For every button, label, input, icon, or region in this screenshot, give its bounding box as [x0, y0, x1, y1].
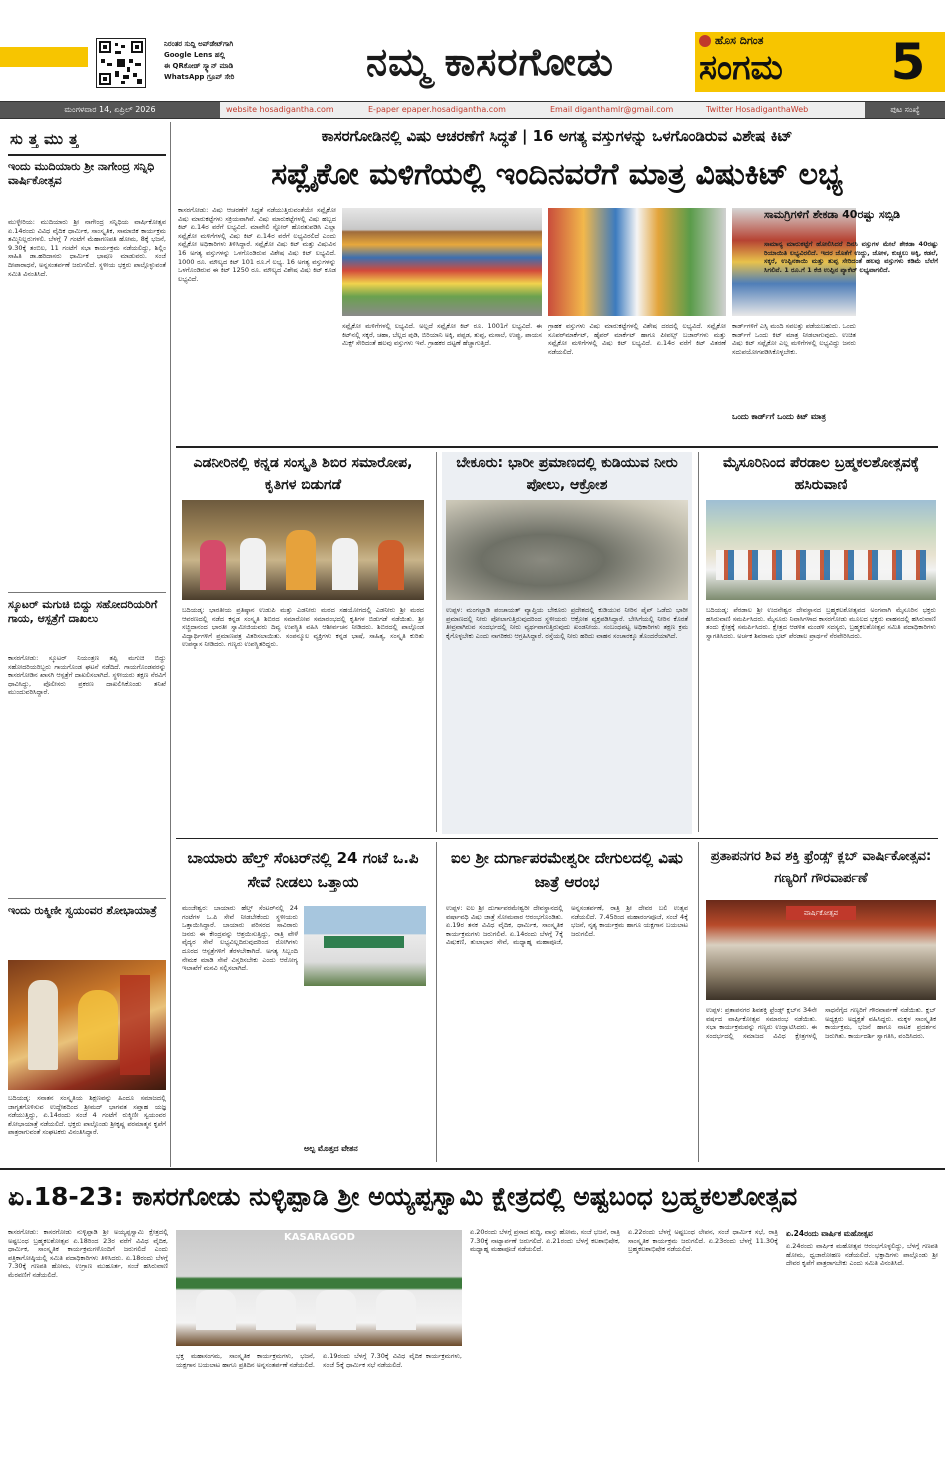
- procession-photo: [8, 960, 166, 1090]
- sidebar-logo: [8, 128, 166, 156]
- qr-line: WhatsApp ಗ್ರೂಪ್ ಸೇರಿ: [164, 73, 235, 81]
- info-bar: [0, 101, 945, 119]
- story-bekur-body: ಉಪ್ಪಳ: ಮಂಗಲ್ಪಾಡಿ ಪಂಚಾಯತ್ ವ್ಯಾಪ್ತಿಯ ಬೇಕೂರು ಪ್ರದೇಶದಲ್ಲಿ ಕುಡಿಯುವ ನೀರಿನ ಪೈಪ್ ಒಡೆದು ಭಾರೀ ಪ್ರಮಾಣದಲ್ಲಿ ನೀರು ಪೋಲಾಗುತ್ತಿರುವುದರಿಂದ ಸ್ಥಳೀಯರು ಆಕ್ರೋಶ ವ್ಯಕ್ತಪಡಿಸಿದ್ದಾರೆ. ಬೇಸಿಗೆಯಲ್ಲಿ ನೀರಿನ ಕೊರತೆ ತೀವ್ರವಾಗಿರುವ ಸಂದರ್ಭದಲ್ಲಿ ನೀರು ವ್ಯರ್ಥವಾಗುತ್ತಿರುವುದು ಖಂಡನೀಯ. ಸಂಬಂಧಪಟ್ಟ ಅಧಿಕಾರಿಗಳು ತಕ್ಷಣ ಕ್ರಮ ಕೈಗೊಳ್ಳಬೇಕು ಎಂದು ನಾಗರಿಕರು ಆಗ್ರಹಿಸಿದ್ದಾರೆ. ರಸ್ತೆಯಲ್ಲಿ ನೀರು ಹರಿದು ವಾಹನ ಸಂಚಾರಕ್ಕೂ ತೊಂದರೆಯಾಗಿದೆ.: [446, 606, 688, 640]
- bottom-story: [8, 1172, 938, 1456]
- brand-big: ಸಂಗಮ: [699, 48, 783, 88]
- bottom-body-3: ಏ.20ರಂದು ಬೆಳಗ್ಗೆ ಪ್ರಸಾದ ಶುದ್ಧಿ, ವಾಸ್ತು ಹೋಮ, ಸಂಜೆ ಭಜನೆ, ರಾತ್ರಿ 7.30ಕ್ಕೆ ನಾಟ್ಯಾರ್ಪಣೆ ಜರುಗಲಿದೆ. ಏ.21ರಂದು ಬೆಳಗ್ಗೆ ಕಲಶಾಭಿಷೇಕ, ಮಧ್ಯಾಹ್ನ ಮಹಾಪೂಜೆ ನಡೆಯಲಿದೆ.: [470, 1228, 620, 1254]
- bottom-body-2: ಭಕ್ತ ಮಹಾಸಂಗಮ, ಸಾಂಸ್ಕೃತಿಕ ಕಾರ್ಯಕ್ರಮಗಳು, ಭಜನೆ, ಯಕ್ಷಗಾನ ಬಯಲಾಟ ಹಾಗೂ ಪ್ರತಿದಿನ ಅನ್ನಸಂತರ್ಪಣೆ ನಡೆಯಲಿದೆ. ಏ.19ರಂದು ಬೆಳಗ್ಗೆ 7.30ಕ್ಕೆ ವಿವಿಧ ವೈದಿಕ ಕಾರ್ಯಕ್ರಮಗಳು, ಸಂಜೆ 5ಕ್ಕೆ ಧಾರ್ಮಿಕ ಸಭೆ ನಡೆಯಲಿದೆ.: [176, 1352, 462, 1369]
- sidebar-item2-title: ಸ್ಕೂಟರ್ ಮಗುಚಿ ಬಿದ್ದು ಸಹೋದರಿಯರಿಗೆ ಗಾಯ, ಆಸ್ಪತ್ರೆಗೆ ದಾಖಲು: [8, 598, 158, 625]
- accent-bar: [0, 47, 88, 67]
- twitter-link[interactable]: Twitter HosadiganthaWeb: [706, 105, 809, 114]
- story-bayar-headline: ಬಾಯಾರು ಹೆಲ್ತ್ ಸೆಂಟರ್‌ನಲ್ಲಿ 24 ಗಂಟೆ ಒ.ಪಿ ಸೇವೆ ನೀಡಲು ಒತ್ತಾಯ: [187, 849, 419, 891]
- qr-line: ಈ QRಕೋಡ್ ಸ್ಕ್ಯಾನ್ ಮಾಡಿ: [164, 62, 234, 70]
- story-bekur-headline: ಬೇಕೂರು: ಭಾರೀ ಪ್ರಮಾಣದಲ್ಲಿ ಕುಡಿಯುವ ನೀರು ಪೋಲು, ಆಕ್ರೋಶ: [456, 455, 678, 493]
- sidebar-item2-body: ಕಾಸರಗೋಡು: ಸ್ಕೂಟರ್ ನಿಯಂತ್ರಣ ತಪ್ಪಿ ಮಗುಚಿ ಬಿದ್ದು ಸಹೋದರಿಯರಿಬ್ಬರು ಗಾಯಗೊಂಡ ಘಟನೆ ನಡೆದಿದೆ. ಗಾಯಗೊಂಡವರನ್ನು ಕಾಸರಗೋಡಿನ ಖಾಸಗಿ ಆಸ್ಪತ್ರೆಗೆ ದಾಖಲಿಸಲಾಗಿದೆ. ಸ್ಥಳೀಯರು ತಕ್ಷಣ ನೆರವಿಗೆ ಧಾವಿಸಿದ್ದು, ಪೊಲೀಸರು ಪ್ರಕರಣ ದಾಖಲಿಸಿಕೊಂಡು ತನಿಖೆ ಮುಂದುವರಿಸಿದ್ದಾರೆ.: [8, 654, 166, 697]
- qr-line: Google Lens ಹಲ್ಲಿ: [164, 51, 225, 59]
- bottom-body-4: ಏ.22ರಂದು ಬೆಳಗ್ಗೆ ಅಷ್ಟಬಂಧ ಲೇಪನ, ಸಂಜೆ ಧಾರ್ಮಿಕ ಸಭೆ, ರಾತ್ರಿ ಸಾಂಸ್ಕೃತಿಕ ಕಾರ್ಯಕ್ರಮ ಜರುಗಲಿದೆ. ಏ.23ರಂದು ಬೆಳಗ್ಗೆ 11.30ಕ್ಕೆ ಬ್ರಹ್ಮಕಲಶಾಭಿಷೇಕ ನಡೆಯಲಿದೆ.: [628, 1228, 778, 1254]
- health-center-photo: [304, 906, 426, 986]
- qr-instructions: [164, 39, 304, 83]
- lead-body-2: ಸಪ್ಲೈಕೋ ಮಳಿಗೆಗಳಲ್ಲಿ ಲಭ್ಯವಿದೆ. ಅಲ್ಲದೆ ಸಪ್ಲೈಕೋ ಕಿಟ್ ರೂ. 1001ಗೆ ಲಭ್ಯವಿದೆ. ಈ ಕಿಟ್‌ನಲ್ಲಿ ಸಕ್ಕರೆ, ಚಹಾ, ಬೆಲ್ಲದ ಪುಡಿ, ಬಿರಿಯಾನಿ ಅಕ್ಕಿ, ಪಪ್ಪಡ, ತುಪ್ಪ, ಮಸಾಲೆ, ಉಪ್ಪು, ಪಾಯಸ ಮಿಕ್ಸ್ ಸೇರಿದಂತೆ ಹಲವು ವಸ್ತುಗಳು ಇವೆ. ಗ್ರಾಹಕರ ದಟ್ಟಣೆ ಹೆಚ್ಚಾಗುತ್ತಿದೆ.: [342, 322, 542, 348]
- qr-line: ನಿರಂತರ ಸುದ್ದಿ ಅಪ್‌ಡೇಟ್‌ಗಾಗಿ: [164, 40, 234, 48]
- story-aila-body: ಉಪ್ಪಳ: ಐಲ ಶ್ರೀ ದುರ್ಗಾಪರಮೇಶ್ವರೀ ದೇವಸ್ಥಾನದಲ್ಲಿ ವರ್ಷಾವಧಿ ವಿಷು ಜಾತ್ರೆ ಸೋಮವಾರ ಆರಂಭಗೊಂಡಿತು. ಏ.19ರ ತನಕ ವಿವಿಧ ವೈದಿಕ, ಧಾರ್ಮಿಕ, ಸಾಂಸ್ಕೃತಿಕ ಕಾರ್ಯಕ್ರಮಗಳು ಜರುಗಲಿವೆ. ಏ.14ರಂದು ಬೆಳಗ್ಗೆ 7ಕ್ಕೆ ವಿಷುಕಣಿ, ತುಲಾಭಾರ ಸೇವೆ, ಮಧ್ಯಾಹ್ನ ಮಹಾಪೂಜೆ, ಅನ್ನಸಂತರ್ಪಣೆ, ರಾತ್ರಿ ಶ್ರೀ ದೇವರ ಬಲಿ ಉತ್ಸವ ನಡೆಯಲಿದೆ. 7.45ರಿಂದ ಮಹಾರಂಗಪೂಜೆ, ಸಂಜೆ 4ಕ್ಕೆ ಭಜನೆ, ನೃತ್ಯ ಕಾರ್ಯಕ್ರಮ ಹಾಗೂ ಯಕ್ಷಗಾನ ಬಯಲಾಟ ಜರುಗಲಿದೆ.: [446, 904, 688, 947]
- story-edaneer-body: ಬದಿಯಡ್ಕ: ಭಾರತೀಯ ಪ್ರತಿಷ್ಠಾನ ಉಡುಪಿ ಮತ್ತು ಎಡನೀರು ಮಠದ ಸಹಯೋಗದಲ್ಲಿ ಎಡನೀರು ಶ್ರೀ ಮಠದ ಆವರಣದಲ್ಲಿ ನಡೆದ ಕನ್ನಡ ಸಂಸ್ಕೃತಿ ಶಿಬಿರದ ಸಮಾರೋಪ ಸಮಾರಂಭದಲ್ಲಿ ಕೃತಿಗಳ ಬಿಡುಗಡೆ ನಡೆಯಿತು. ಶ್ರೀ ಸಚ್ಚಿದಾನಂದ ಭಾರತೀ ಸ್ವಾಮೀಜಿಯವರು ದಿವ್ಯ ಉಪಸ್ಥಿತಿ ವಹಿಸಿ ಆಶೀರ್ವಚನ ನೀಡಿದರು. ಶಿಬಿರದಲ್ಲಿ ಪಾಲ್ಗೊಂಡ ವಿದ್ಯಾರ್ಥಿಗಳಿಗೆ ಪ್ರಮಾಣಪತ್ರ ವಿತರಿಸಲಾಯಿತು. ಸಂಪನ್ಮೂಲ ವ್ಯಕ್ತಿಗಳು ಕನ್ನಡ ಭಾಷೆ, ಸಾಹಿತ್ಯ, ಸಂಸ್ಕೃತಿ ಕುರಿತು ಉಪನ್ಯಾಸ ನೀಡಿದರು. ಗಣ್ಯರು ಉಪಸ್ಥಿತರಿದ್ದರು.: [182, 606, 424, 649]
- club-banner: [786, 906, 856, 920]
- date-box: ಮಂಗಳವಾರ 14, ಏಪ್ರಿಲ್ 2026: [0, 102, 220, 118]
- club-banner-text: ವಾರ್ಷಿಕೋತ್ಸವ: [803, 909, 839, 917]
- water-leak-photo: [446, 500, 688, 600]
- lead-body-4: ಕಾರ್ಡ್‌ಗಳಿಗೆ ಎಸ್ಸಿ ಮಂದಿ ಸವಲತ್ತು ಪಡೆಯಬಹುದು. ಒಂದು ಕಾರ್ಡ್‌ಗೆ ಒಂದು ಕಿಟ್ ಮಾತ್ರ ನೀಡಲಾಗುವುದು. ಉಚಿತ ವಿಷು ಕಿಟ್ ಸಪ್ಲೈಕೋ ಎಲ್ಲ ಮಳಿಗೆಗಳಲ್ಲಿ ಲಭ್ಯವಿದ್ದು ಜನರು ಸದುಪಯೋಗಪಡಿಸಿಕೊಳ್ಳಬೇಕು.: [732, 322, 856, 356]
- story-pratapnagar-body: ಉಪ್ಪಳ: ಪ್ರತಾಪನಗರ ಶಿವಶಕ್ತಿ ಫ್ರೆಂಡ್ಸ್ ಕ್ಲಬ್‌ನ 34ನೇ ವರ್ಷದ ವಾರ್ಷಿಕೋತ್ಸವ ಸಮಾರಂಭ ನಡೆಯಿತು. ಸಭಾ ಕಾರ್ಯಕ್ರಮವನ್ನು ಗಣ್ಯರು ಉದ್ಘಾಟಿಸಿದರು. ಈ ಸಂದರ್ಭದಲ್ಲಿ ಸಮಾಜದ ವಿವಿಧ ಕ್ಷೇತ್ರಗಳಲ್ಲಿ ಸಾಧನೆಗೈದ ಗಣ್ಯರಿಗೆ ಗೌರವಾರ್ಪಣೆ ನಡೆಯಿತು. ಕ್ಲಬ್ ಅಧ್ಯಕ್ಷರು ಅಧ್ಯಕ್ಷತೆ ವಹಿಸಿದ್ದರು. ಮಕ್ಕಳ ಸಾಂಸ್ಕೃತಿಕ ಕಾರ್ಯಕ್ರಮ, ಭಜನೆ ಹಾಗೂ ನಾಟಕ ಪ್ರದರ್ಶನ ಜರುಗಿತು. ಕಾರ್ಯದರ್ಶಿ ಸ್ವಾಗತಿಸಿ, ವಂದಿಸಿದರು.: [706, 1006, 936, 1040]
- sidebar-logo-text: ಸುತ್ತಮುತ್ತ: [10, 130, 85, 148]
- lead-body-3: ಗ್ರಾಹಕ ವಸ್ತುಗಳು ವಿಷು ಮಾರುಕಟ್ಟೆಗಳಲ್ಲಿ ವಿಶೇಷ ದರದಲ್ಲಿ ಲಭ್ಯವಿದೆ. ಸಪ್ಲೈಕೋ ಸೂಪರ್‌ಮಾರ್ಕೆಟ್, ಹೈಪರ್ ಮಾರ್ಕೆಟ್ ಹಾಗೂ ಪೀಪಲ್ಸ್ ಬಜಾರ್‌ಗಳು ಮತ್ತು ಸಪ್ಲೈಕೋ ಮಳಿಗೆಗಳಲ್ಲಿ ವಿಷು ಕಿಟ್ ಲಭ್ಯವಿದೆ. ಏ.14ರ ವರೆಗೆ ಕಿಟ್ ವಿತರಣೆ ನಡೆಯಲಿದೆ.: [548, 322, 726, 356]
- story-peradala: [704, 452, 938, 834]
- lead-body-1: ಕಾಸರಗೋಡು: ವಿಷು ಆಚರಣೆಗೆ ಸಿದ್ಧತೆ ನಡೆಯುತ್ತಿರುವಂತೆಯೇ ಸಪ್ಲೈಕೋ ವಿಷು ಮಾರುಕಟ್ಟೆಗಳು ಸಕ್ರಿಯವಾಗಿವೆ. ವಿಷು ಮಾರುಕಟ್ಟೆಗಳಲ್ಲಿ ವಿಷು ಹಬ್ಬದ ಕಿಟ್ ಏ.14ರ ವರೆಗೆ ಲಭ್ಯವಿದೆ. ಮಾವೇಲಿ ಸ್ಟೋರ್ ಹೊರತುಪಡಿಸಿ ಎಲ್ಲಾ ಸಪ್ಲೈಕೋ ಮಳಿಗೆಗಳಲ್ಲಿ ವಿಷು ಕಿಟ್ ಏ.14ರ ವರೆಗೆ ಲಭ್ಯವಿರಲಿದೆ ಎಂದು ಸಪ್ಲೈಕೋ ಅಧಿಕಾರಿಗಳು ತಿಳಿಸಿದ್ದಾರೆ. ಸಪ್ಲೈಕೋ ವಿಷು ಕಿಟ್ ಮತ್ತು ವಿಷುವಿನ 16 ಅಗತ್ಯ ವಸ್ತುಗಳನ್ನು ಒಳಗೊಂಡಿರುವ ವಿಶೇಷ ವಿಷು ಕಿಟ್ ಲಭ್ಯವಿದೆ. 1000 ರೂ. ಮೌಲ್ಯದ ಕಿಟ್ 101 ರೂ.ಗೆ ಲಭ್ಯ. 16 ಅಗತ್ಯ ವಸ್ತುಗಳನ್ನು ಒಳಗೊಂಡಿರುವ ಈ ಕಿಟ್ 1250 ರೂ. ಮೌಲ್ಯದ ವಿಶೇಷ ವಿಷು ಕಿಟ್ ಕೂಡ ಲಭ್ಯವಿದೆ.: [178, 206, 336, 283]
- qr-code[interactable]: [96, 38, 146, 88]
- story-peradala-headline: ಮೈಸೂರಿನಿಂದ ಪೆರಡಾಲ ಬ್ರಹ್ಮಕಲಶೋತ್ಸವಕ್ಕೆ ಹಸಿರುವಾಣಿ: [723, 455, 919, 493]
- story-pratapnagar-headline: ಪ್ರತಾಪನಗರ ಶಿವ ಶಕ್ತಿ ಫ್ರೆಂಡ್ಸ್ ಕ್ಲಬ್ ವಾರ್ಷಿಕೋತ್ಸವ: ಗಣ್ಯರಿಗೆ ಗೌರವಾರ್ಪಣೆ: [710, 849, 932, 886]
- page-number: 5: [890, 33, 926, 91]
- press-photo-caption: KASARAGOD: [284, 1232, 355, 1243]
- story-edaneer: [176, 452, 430, 834]
- story-bayar-body: ಮಂಜೇಶ್ವರ: ಬಾಯಾರು ಹೆಲ್ತ್ ಸೆಂಟರ್‌ನಲ್ಲಿ 24 ಗಂಟೆಗಳ ಒ.ಪಿ ಸೇವೆ ನೀಡಬೇಕೆಂದು ಸ್ಥಳೀಯರು ಒತ್ತಾಯಿಸಿದ್ದಾರೆ. ಬಾಯಾರು ಪರಿಸರದ ಸಾವಿರಾರು ಜನರು ಈ ಕೇಂದ್ರವನ್ನು ಆಶ್ರಯಿಸುತ್ತಿದ್ದು, ರಾತ್ರಿ ವೇಳೆ ವೈದ್ಯರ ಸೇವೆ ಲಭ್ಯವಿಲ್ಲದಿರುವುದರಿಂದ ರೋಗಿಗಳು ದೂರದ ಆಸ್ಪತ್ರೆಗಳಿಗೆ ತೆರಳಬೇಕಾಗಿದೆ. ಅಗತ್ಯ ಸಿಬ್ಬಂದಿ ನೇಮಕ ಮಾಡಿ ಸೇವೆ ವಿಸ್ತರಿಸಬೇಕು ಎಂದು ಆರೋಗ್ಯ ಇಲಾಖೆಗೆ ಮನವಿ ಸಲ್ಲಿಸಲಾಗಿದೆ.: [182, 904, 298, 973]
- bottom-headline: ಏ.18-23: ಕಾಸರಗೋಡು ನುಳ್ಳಿಪ್ಪಾಡಿ ಶ್ರೀ ಅಯ್ಯಪ್ಪಸ್ವಾಮಿ ಕ್ಷೇತ್ರದಲ್ಲಿ ಅಷ್ಟಬಂಧ ಬ್ರಹ್ಮಕಲಶೋತ್ಸವ: [8, 1182, 798, 1211]
- subsidy-box-body: ಸಾಮಾನ್ಯ ಮಾರುಕಟ್ಟೆಗೆ ಹೋಲಿಸಿದರೆ ದಿನಸಿ ವಸ್ತುಗಳ ಮೇಲೆ ಶೇಕಡಾ 40ರಷ್ಟು ರಿಯಾಯಿತಿ ಲಭ್ಯವಿರಲಿದೆ. ಇದರ ಜೊತೆಗೆ ಉದ್ದು, ಜೋಳ, ಕುಚ್ಚಲು ಅಕ್ಕಿ, ಕಡಲೆ, ಸಕ್ಕರೆ, ಉಪ್ಪಿನಕಾಯಿ ಮತ್ತು ತುಪ್ಪ ಸೇರಿದಂತೆ ಹಲವು ವಸ್ತುಗಳು ಕಡಿಮೆ ಬೆಲೆಗೆ ಸಿಗಲಿವೆ. 1 ರೂ.ಗೆ 1 ಕೆಜಿ ಉಪ್ಪಿನ ಪ್ಯಾಕೆಟ್ ಲಭ್ಯವಾಗಲಿದೆ.: [764, 240, 938, 274]
- story-bayar-subhead: ಅಲ್ಪ ಮೊತ್ತದ ವೇತನ: [304, 1144, 358, 1153]
- subsidy-box: [764, 208, 938, 442]
- lead-story: [176, 122, 938, 444]
- story-aila-headline: ಐಲ ಶ್ರೀ ದುರ್ಗಾಪರಮೇಶ್ವರೀ ದೇಗುಲದಲ್ಲಿ ವಿಷು ಜಾತ್ರೆ ಆರಂಭ: [451, 849, 683, 891]
- page-title: ನಮ್ಮ ಕಾಸರಗೋಡು: [365, 40, 614, 84]
- website-link[interactable]: website hosadigantha.com: [226, 105, 334, 114]
- bottom-body-5: ಏ.24ರಂದು ವಾರ್ಷಿಕ ಮಹೋತ್ಸವ ಆರಂಭಗೊಳ್ಳಲಿದ್ದು, ಬೆಳಗ್ಗೆ ಗಣಪತಿ ಹೋಮ, ಧ್ವಜಾರೋಹಣ ನಡೆಯಲಿದೆ. ಭಕ್ತಾದಿಗಳು ಪಾಲ್ಗೊಂಡು ಶ್ರೀ ದೇವರ ಕೃಪೆಗೆ ಪಾತ್ರರಾಗಬೇಕು ಎಂದು ಸಮಿತಿ ವಿನಂತಿಸಿದೆ.: [786, 1242, 938, 1268]
- edaneer-stage-photo: [182, 500, 424, 600]
- story-bekur: [442, 452, 692, 834]
- email-link[interactable]: Email diganthamlr@gmail.com: [550, 105, 674, 114]
- masthead: [0, 0, 945, 114]
- sidebar-item3-title: ಇಂದು ರುಕ್ಮಿಣೀ ಸ್ವಯಂವರ ಶೋಭಾಯಾತ್ರೆ: [8, 904, 157, 917]
- story-pratapnagar: [704, 842, 938, 1164]
- epaper-link[interactable]: E-paper epaper.hosadigantha.com: [368, 105, 506, 114]
- sidebar-item1-body: ಮುಳ್ಳೇರಿಯ: ಮುದಿಯಾರು ಶ್ರೀ ನಾಗೇಂದ್ರ ಸನ್ನಿಧಿಯ ವಾರ್ಷಿಕೋತ್ಸವ ಏ.14ರಂದು ವಿವಿಧ ವೈದಿಕ ಧಾರ್ಮಿಕ, ಸಾಂಸ್ಕೃತಿಕ, ಸಾಮಾಜಿಕ ಕಾರ್ಯಕ್ರಮ ತಮ್ಮಿನಿಲ್ಲರುಗಳಲಿ. ಬೆಳಗ್ಗೆ 7 ಗಂಟೆಗೆ ಮೆಹಾಗಣಪತಿ ಹೋಮ, 8ಕ್ಕೆ ಭಜನೆ, 9.30ಕ್ಕೆ ತಂಬಿಲ, 11 ಗಂಟೆಗೆ ಸಭಾ ಕಾರ್ಯಕ್ರಮ ನಡೆಯಲಿದ್ದು, ಶಿಲ್ಲಿಂ ಸಾಹಿತಿ ಡಾ.ಹರಿದಾಸರು ಧಾರ್ಮಿಕ ಭಾಷಣ ಮಾಡುವರು. ಸಂಜೆ ದೀಪಾರಾಧನೆ, ಅನ್ನಸಂತರ್ಪಣೆ ಜರುಗಲಿದೆ. ಸ್ಥಳೀಯ ಭಕ್ತರು ಪಾಲ್ಗೊಳ್ಳುವಂತೆ ಸಮಿತಿ ವಿನಂತಿಸಿದೆ.: [8, 218, 166, 278]
- pages-label: ಪುಟ ಸಂಖ್ಯೆ: [865, 102, 945, 118]
- supermarket-photo-2: [548, 208, 726, 316]
- story-peradala-body: ಬದಿಯಡ್ಕ: ಪೆರಡಾಲ ಶ್ರೀ ಉದನೇಶ್ವರ ದೇವಸ್ಥಾನದ ಬ್ರಹ್ಮಕಲಶೋತ್ಸವದ ಅಂಗವಾಗಿ ಮೈಸೂರಿನ ಭಕ್ತರು ಹಸಿರುವಾಣಿ ಸಮರ್ಪಿಸಿದರು. ಮೈಸೂರು ನಿವಾಸಿಗಳಾದ ಕಾಸರಗೋಡು ಮೂಲದ ಭಕ್ತರು ವಾಹನದಲ್ಲಿ ಹಸಿರುವಾಣಿ ತಂದು ಕ್ಷೇತ್ರಕ್ಕೆ ಸಮರ್ಪಿಸಿದರು. ಕ್ಷೇತ್ರದ ಆಡಳಿತ ಮಂಡಳಿ ಸದಸ್ಯರು, ಬ್ರಹ್ಮಕಲಶೋತ್ಸವ ಸಮಿತಿ ಪದಾಧಿಕಾರಿಗಳು ಸ್ವಾಗತಿಸಿದರು. ಅರ್ಚಕ ಶಿವರಾಮ ಭಟ್ ಪೆರಡಾಲ ಪ್ರಾರ್ಥನೆ ನೆರವೇರಿಸಿದರು.: [706, 606, 936, 640]
- bottom-body-1: ಕಾಸರಗೋಡು: ಕಾಸರಗೋಡು ನುಳ್ಳಿಪ್ಪಾಡಿ ಶ್ರೀ ಅಯ್ಯಪ್ಪಸ್ವಾಮಿ ಕ್ಷೇತ್ರದಲ್ಲಿ ಅಷ್ಟಬಂಧ ಬ್ರಹ್ಮಕಲಶೋತ್ಸವ ಏ.18ರಿಂದ 23ರ ವರೆಗೆ ವಿವಿಧ ವೈದಿಕ, ಧಾರ್ಮಿಕ, ಸಾಂಸ್ಕೃತಿಕ ಕಾರ್ಯಕ್ರಮಗಳೊಂದಿಗೆ ಜರುಗಲಿದೆ ಎಂದು ಪತ್ರಿಕಾಗೋಷ್ಠಿಯಲ್ಲಿ ಸಮಿತಿ ಪದಾಧಿಕಾರಿಗಳು ತಿಳಿಸಿದರು. ಏ.18ರಂದು ಬೆಳಗ್ಗೆ 7.30ಕ್ಕೆ ಗಣಪತಿ ಹೋಮ, ಉಗ್ರಾಣ ಮುಹೂರ್ತ, ಸಂಜೆ ಹಸಿರುವಾಣಿ ಮೆರವಣಿಗೆ ನಡೆಯಲಿದೆ.: [8, 1228, 168, 1279]
- sidebar-item1-title: ಇಂದು ಮುದಿಯಾರು ಶ್ರೀ ನಾಗೇಂದ್ರ ಸನ್ನಿಧಿ ವಾರ್ಷಿಕೋತ್ಸವ: [8, 160, 155, 187]
- story-bayar: [176, 842, 430, 1164]
- lead-kicker: ಕಾಸರಗೋಡಿನಲ್ಲಿ ವಿಷು ಆಚರಣೆಗೆ ಸಿದ್ಧತೆ | 16 ಅಗತ್ಯ ವಸ್ತುಗಳನ್ನು ಒಳಗೊಂಡಿರುವ ವಿಶೇಷ ಕಿಟ್: [321, 127, 793, 145]
- subsidy-box-title: ಸಾಮಗ್ರಿಗಳಿಗೆ ಶೇಕಡಾ 40ರಷ್ಟು ಸಬ್ಸಿಡಿ: [764, 208, 901, 221]
- press-meet-photo: [176, 1230, 462, 1346]
- sidebar: [8, 124, 166, 1169]
- bottom-subhead: ಏ.24ರಂದು ವಾರ್ಷಿಕ ಮಹೋತ್ಸವ: [786, 1229, 873, 1238]
- story-aila: [442, 842, 692, 1164]
- lead-subhead: ಒಂದು ಕಾರ್ಡ್‌ಗೆ ಒಂದು ಕಿಟ್ ಮಾತ್ರ: [732, 412, 826, 421]
- story-edaneer-headline: ಎಡನೀರಿನಲ್ಲಿ ಕನ್ನಡ ಸಂಸ್ಕೃತಿ ಶಿಬಿರ ಸಮಾರೋಪ, ಕೃತಿಗಳ ಬಿಡುಗಡೆ: [193, 455, 413, 493]
- peradala-group-photo: [706, 500, 936, 600]
- lead-headline: ಸಪ್ಲೈಕೋ ಮಳಿಗೆಯಲ್ಲಿ ಇಂದಿನವರೆಗೆ ಮಾತ್ರ ವಿಷುಕಿಟ್ ಲಭ್ಯ: [271, 157, 843, 192]
- club-event-photo: [706, 900, 936, 1000]
- brand-small: ಹೊಸ ದಿಗಂತ: [715, 34, 764, 47]
- sidebar-item3-body: ಬದಿಯಡ್ಕ: ಸನಾತನ ಸಂಸ್ಕೃತಿಯ ಶಿಕ್ಷಣವನ್ನು ಹಿಂದೂ ಸಮಾಜದಲ್ಲಿ ಜಾಗೃತಗೊಳಿಸುವ ಉದ್ದೇಶದಿಂದ ಶ್ರೀಮದ್ ಭಾಗವತ ಸಪ್ತಾಹ ಯಜ್ಞ ನಡೆಯುತ್ತಿದ್ದು, ಏ.14ರಂದು ಸಂಜೆ 4 ಗಂಟೆಗೆ ರುಕ್ಮಿಣೀ ಸ್ವಯಂವರ ಶೋಭಾಯಾತ್ರೆ ನಡೆಯಲಿದೆ. ಭಕ್ತರು ಪಾಲ್ಗೊಂಡು ಶ್ರೀಕೃಷ್ಣ ಪರಮಾತ್ಮನ ಕೃಪೆಗೆ ಪಾತ್ರರಾಗುವಂತೆ ಸಂಘಟಕರು ವಿನಂತಿಸಿದ್ದಾರೆ.: [8, 1094, 166, 1137]
- supermarket-photo-1: [342, 208, 542, 316]
- brand-block: [695, 32, 945, 92]
